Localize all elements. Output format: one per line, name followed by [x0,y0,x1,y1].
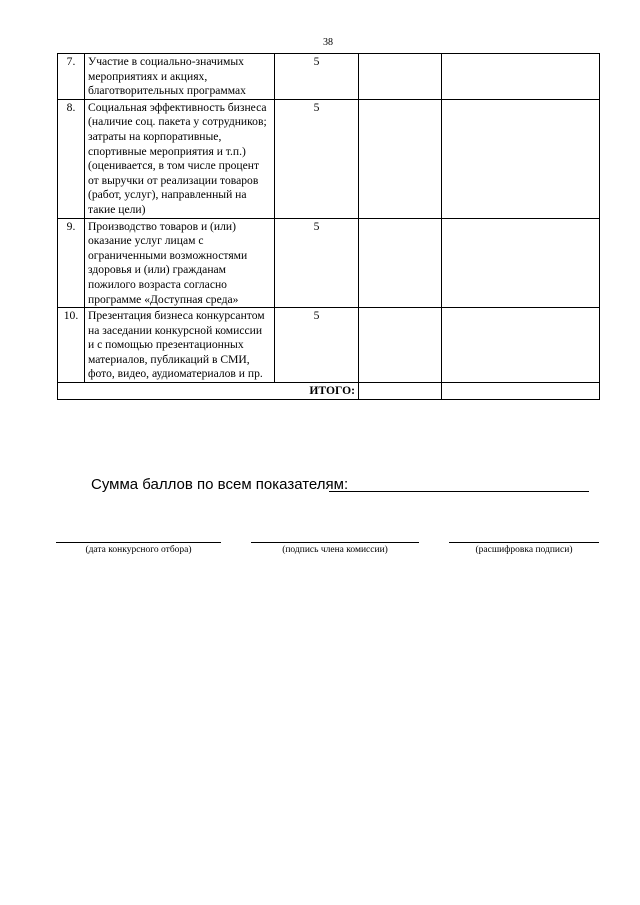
date-signature-line [56,542,221,543]
note-cell [442,308,600,383]
transcript-caption: (расшифровка подписи) [475,545,573,555]
criterion-text: Социальная эффективность бизнеса (наличие соц. пакета у сотрудников; затраты на корпоративные, спортивные мероприятия и т.п.) (оценивается, в том числе процент от выручки от реализации товаров (работ, услуг), направленный на такие цели) [85,99,275,218]
criterion-text: Презентация бизнеса конкурсантом на заседании конкурсной комиссии и с помощью презентационных материалов, публикаций в СМИ, фото, видео, аудиоматериалов и пр. [85,308,275,383]
table-row [58,218,600,308]
max-score: 5 [275,99,359,218]
row-number: 9. [58,218,85,308]
criteria-table [57,53,600,400]
criterion-text: Производство товаров и (или) оказание услуг лицам с ограниченными возможностями здоровья и (или) гражданам пожилого возраста согласно программе «Доступная среда» [85,218,275,308]
row-number: 10. [58,308,85,383]
table-row [58,99,600,218]
score-cell [359,54,442,100]
max-score: 5 [275,218,359,308]
note-cell [442,54,600,100]
score-cell [359,218,442,308]
score-cell [359,308,442,383]
row-number: 8. [58,99,85,218]
criterion-text: Участие в социально-значимых мероприятиях и акциях, благотворительных программах [85,54,275,100]
transcript-signature-line [449,542,599,543]
max-score: 5 [275,54,359,100]
table-row [58,308,600,383]
total-row [58,383,600,400]
row-number: 7. [58,54,85,100]
sum-blank-line [329,491,589,492]
signature-caption: (подпись члена комиссии) [282,545,388,555]
score-cell [359,99,442,218]
total-label: ИТОГО: [58,383,359,400]
total-score-cell [359,383,442,400]
total-note-cell [442,383,600,400]
note-cell [442,99,600,218]
sum-label: Сумма баллов по всем показателям: [91,476,349,493]
note-cell [442,218,600,308]
max-score: 5 [275,308,359,383]
table-row [58,54,600,100]
signature-line [251,542,419,543]
page-number: 38 [323,37,333,48]
date-caption: (дата конкурсного отбора) [85,545,192,555]
